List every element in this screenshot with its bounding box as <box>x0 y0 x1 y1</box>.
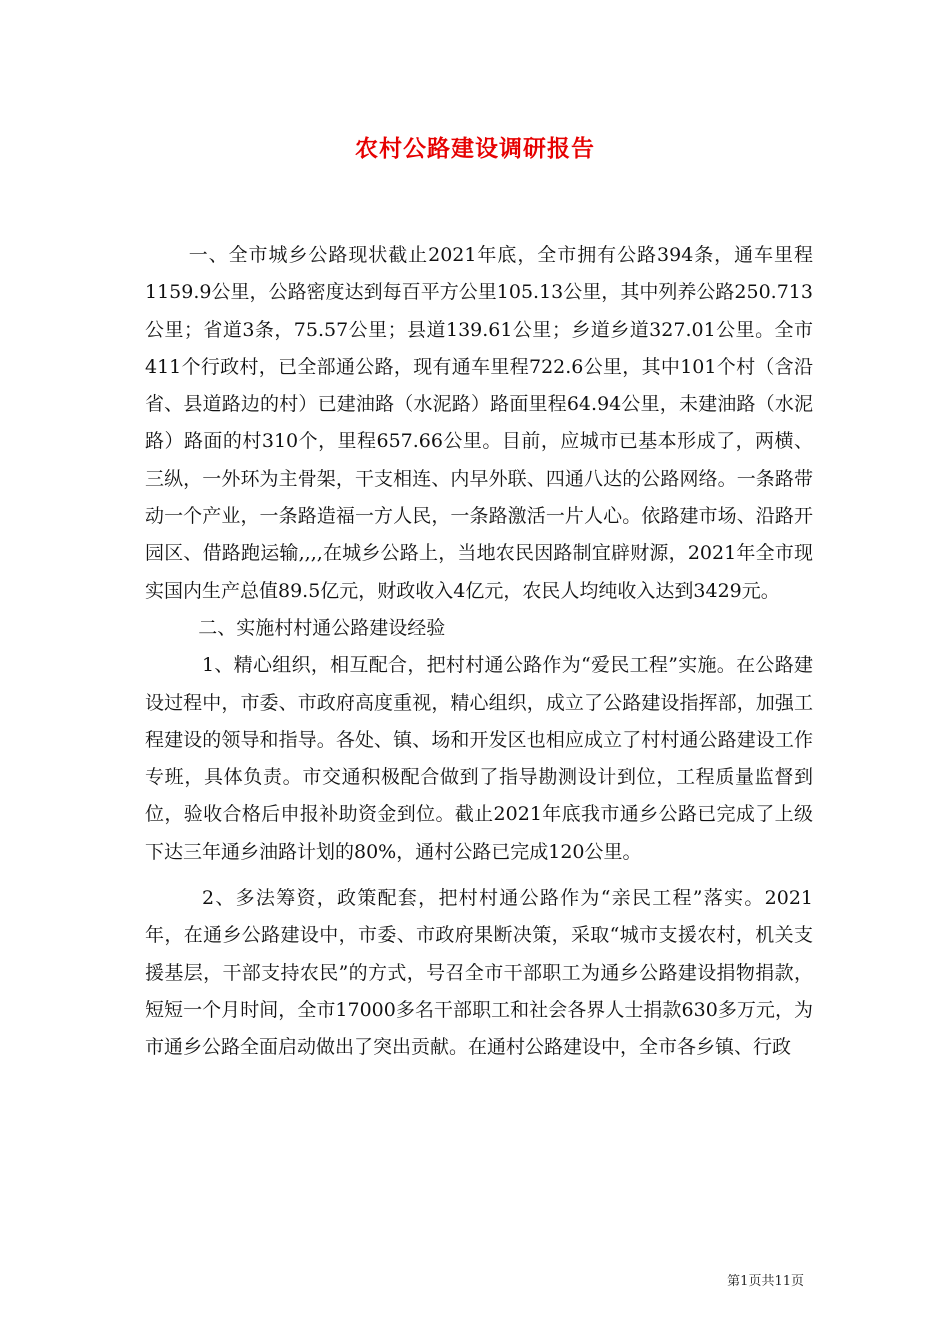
paragraph-road-status: 一、全市城乡公路现状截止2021年底，全市拥有公路394条，通车里程1159.9公里，公路密度达到每百平方公里105.13公里，其中列养公路250.713公里；省道3条，75.57公里；县道139.61公里；乡道乡道327.01公里。全市411个行政村，已全部通公路，现有通车里程722.6公里，其中101个村（含沿省、县道路边的村）已建油路（水泥路）路面里程64.94公里，未建油路（水泥路）路面的村310个，里程657.66公里。目前，应城市已基本形成了，两横、三纵，一外环为主骨架，干支相连、内早外联、四通八达的公路网络。一条路带动一个产业，一条路造福一方人民，一条路激活一片人心。依路建市场、沿路开园区、借路跑运输,,,,在城乡公路上，当地农民因路制宜辟财源，2021年全市现实国内生产总值89.5亿元，财政收入4亿元，农民人均纯收入达到3429元。 <box>145 244 813 602</box>
section-heading-experience: 二、实施村村通公路建设经验 <box>198 616 446 639</box>
page-number: 第1页共11页 <box>727 1274 804 1289</box>
paragraph-funding: 2、多法筹资，政策配套，把村村通公路作为“亲民工程”落实。2021年，在通乡公路建设中，市委、市政府果断决策，采取“城市支援农村，机关支援基层，干部支持农民”的方式，号召全市干部职工为通乡公路建设捐物捐款，短短一个月时间，全市17000多名干部职工和社会各界人士捐款630多万元，为市通乡公路全面启动做出了突出贡献。在通村公路建设中，全市各乡镇、行政 <box>145 887 813 1059</box>
paragraph-organization: 1、精心组织，相互配合，把村村通公路作为“爱民工程”实施。在公路建设过程中，市委、市政府高度重视，精心组织，成立了公路建设指挥部，加强工程建设的领导和指导。各处、镇、场和开发区也相应成立了村村通公路建设工作专班，具体负责。市交通积极配合做到了指导勘测设计到位，工程质量监督到位，验收合格后申报补助资金到位。截止2021年底我市通乡公路已完成了上级下达三年通乡油路计划的80%，通村公路已完成120公里。 <box>145 654 813 863</box>
document-body <box>145 237 813 1067</box>
document-title: 农村公路建设调研报告 <box>355 135 595 162</box>
